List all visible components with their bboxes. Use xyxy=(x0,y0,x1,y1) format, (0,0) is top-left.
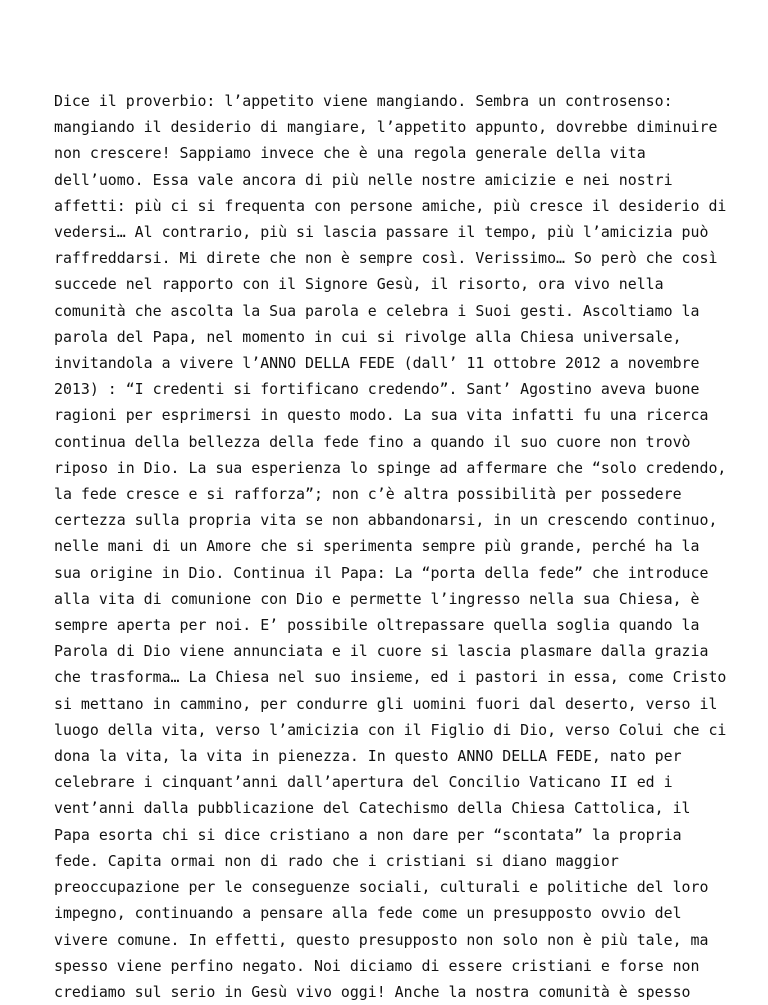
text-line: vedersi… Al contrario, più si lascia passare il tempo, più l’amicizia può xyxy=(54,223,709,242)
text-line: che trasforma… La Chiesa nel suo insieme, ed i pastori in essa, come Cristo xyxy=(54,668,727,687)
text-line: preoccupazione per le conseguenze sociali, culturali e politiche del loro xyxy=(54,878,709,897)
text-line: 2013) : “I credenti si fortificano credendo”. Sant’ Agostino aveva buone xyxy=(54,380,700,399)
text-line: ragioni per esprimersi in questo modo. La sua vita infatti fu una ricerca xyxy=(54,406,709,425)
body-text xyxy=(54,88,754,1005)
text-line: riposo in Dio. La sua esperienza lo spinge ad affermare che “solo credendo, xyxy=(54,458,727,477)
text-line: mangiando il desiderio di mangiare, l’appetito appunto, dovrebbe diminuire xyxy=(54,118,718,137)
text-line: sua origine in Dio. Continua il Papa: La “porta della fede” che introduce xyxy=(54,563,709,582)
text-line: crediamo sul serio in Gesù vivo oggi! Anche la nostra comunità è spesso xyxy=(54,982,691,1001)
text-line: succede nel rapporto con il Signore Gesù, il risorto, ora vivo nella xyxy=(54,275,664,294)
text-line: alla vita di comunione con Dio e permette l’ingresso nella sua Chiesa, è xyxy=(54,589,700,608)
text-line: sempre aperta per noi. E’ possibile oltrepassare quella soglia quando la xyxy=(54,616,700,635)
text-line: comunità che ascolta la Sua parola e celebra i Suoi gesti. Ascoltiamo la xyxy=(54,301,700,320)
text-line: parola del Papa, nel momento in cui si rivolge alla Chiesa universale, xyxy=(54,327,682,346)
text-line: dell’uomo. Essa vale ancora di più nelle nostre amicizie e nei nostri xyxy=(54,170,673,189)
text-line: continua della bellezza della fede fino a quando il suo cuore non trovò xyxy=(54,432,691,451)
text-line: spesso viene perfino negato. Noi diciamo di essere cristiani e forse non xyxy=(54,956,700,975)
text-line: vent’anni dalla pubblicazione del Catechismo della Chiesa Cattolica, il xyxy=(54,799,691,818)
text-line: invitandola a vivere l’ANNO DELLA FEDE (dall’ 11 ottobre 2012 a novembre xyxy=(54,354,700,373)
text-line: impegno, continuando a pensare alla fede come un presupposto ovvio del xyxy=(54,904,682,923)
text-line: Papa esorta chi si dice cristiano a non dare per “scontata” la propria xyxy=(54,825,682,844)
text-line: celebrare i cinquant’anni dall’apertura del Concilio Vaticano II ed i xyxy=(54,773,673,792)
text-line: si mettano in cammino, per condurre gli uomini fuori dal deserto, verso il xyxy=(54,694,718,713)
text-line: vivere comune. In effetti, questo presupposto non solo non è più tale, ma xyxy=(54,930,709,949)
text-line: dona la vita, la vita in pienezza. In questo ANNO DELLA FEDE, nato per xyxy=(54,747,682,766)
text-line: Dice il proverbio: l’appetito viene mangiando. Sembra un controsenso: xyxy=(54,92,673,110)
text-line: la fede cresce e si rafforza”; non c’è altra possibilità per possedere xyxy=(54,485,682,504)
text-line: fede. Capita ormai non di rado che i cristiani si diano maggior xyxy=(54,851,619,870)
text-line: non crescere! Sappiamo invece che è una regola generale della vita xyxy=(54,144,646,163)
text-line: certezza sulla propria vita se non abbandonarsi, in un crescendo continuo, xyxy=(54,511,718,530)
text-line: affetti: più ci si frequenta con persone amiche, più cresce il desiderio di xyxy=(54,196,727,215)
text-line: raffreddarsi. Mi direte che non è sempre così. Verissimo… So però che così xyxy=(54,249,718,268)
text-line: luogo della vita, verso l’amicizia con il Figlio di Dio, verso Colui che ci xyxy=(54,720,727,739)
text-line: nelle mani di un Amore che si sperimenta sempre più grande, perché ha la xyxy=(54,537,700,556)
text-line: Parola di Dio viene annunciata e il cuore si lascia plasmare dalla grazia xyxy=(54,642,709,661)
